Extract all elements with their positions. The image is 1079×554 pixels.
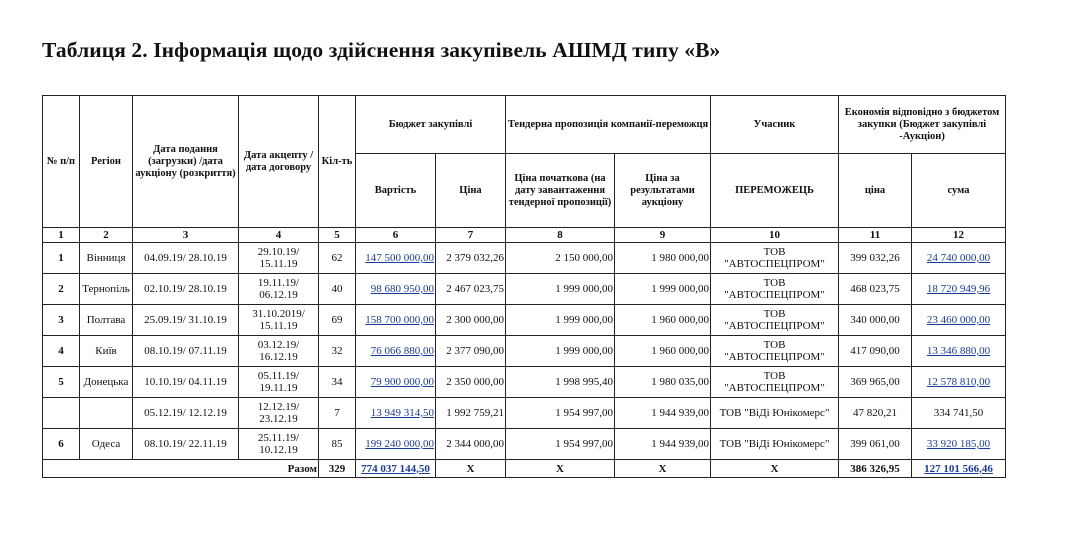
total-initial-price: Х — [506, 460, 615, 478]
header-date-submit: Дата подання (загрузки) /дата аукціону (розкриття) — [133, 96, 239, 228]
cell-cost-link[interactable]: 13 949 314,50 — [370, 407, 434, 419]
cell-cost-link[interactable]: 147 500 000,00 — [365, 252, 434, 264]
cell-cost-link[interactable]: 158 700 000,00 — [365, 314, 434, 326]
cell-date-submit: 08.10.19/ 07.11.19 — [133, 336, 239, 367]
header-qty: Кіл-ть — [319, 96, 356, 228]
total-label: Разом — [43, 460, 319, 478]
cell-price: 2 350 000,00 — [436, 367, 506, 398]
cell-date-accept: 29.10.19/ 15.11.19 — [239, 243, 319, 274]
page-title: Таблиця 2. Інформація щодо здійснення закупівель АШМД типу «В» — [42, 38, 721, 62]
col-number: 3 — [133, 228, 239, 243]
cell-initial-price: 1 999 000,00 — [506, 305, 615, 336]
table-row — [43, 274, 1006, 305]
header-tender: Тендерна пропозиція компанії-переможця — [506, 96, 711, 154]
col-number: 5 — [319, 228, 356, 243]
cell-sav-price: 47 820,21 — [839, 398, 912, 429]
cell-qty: 62 — [319, 243, 356, 274]
cell-initial-price: 1 954 997,00 — [506, 429, 615, 460]
header-region: Регіон — [80, 96, 133, 228]
col-number: 2 — [80, 228, 133, 243]
col-number: 9 — [615, 228, 711, 243]
cell-initial-price: 2 150 000,00 — [506, 243, 615, 274]
cell-sav-sum-link[interactable]: 33 920 185,00 — [926, 438, 991, 450]
col-number: 8 — [506, 228, 615, 243]
cell-qty: 69 — [319, 305, 356, 336]
cell-sav-sum-link[interactable]: 18 720 949,96 — [926, 283, 991, 295]
col-number: 10 — [711, 228, 839, 243]
cell-price: 2 379 032,26 — [436, 243, 506, 274]
cell-region: Одеса — [80, 429, 133, 460]
cell-date-accept: 03.12.19/ 16.12.19 — [239, 336, 319, 367]
table-row — [43, 336, 1006, 367]
cell-cost-link[interactable]: 98 680 950,00 — [370, 283, 434, 295]
header-row-1 — [43, 96, 1006, 154]
cell-auction-price: 1 944 939,00 — [615, 429, 711, 460]
cell-auction-price: 1 960 000,00 — [615, 336, 711, 367]
cell-winner: ТОВ "АВТОСПЕЦПРОМ" — [711, 367, 839, 398]
cell-price: 2 467 023,75 — [436, 274, 506, 305]
procurement-table — [42, 95, 1006, 478]
cell-initial-price: 1 954 997,00 — [506, 398, 615, 429]
cell-no: 6 — [43, 429, 80, 460]
col-number: 11 — [839, 228, 912, 243]
cell-sav-price: 369 965,00 — [839, 367, 912, 398]
cell-sav-price: 399 061,00 — [839, 429, 912, 460]
cell-sav-sum-link[interactable]: 23 460 000,00 — [926, 314, 991, 326]
cell-region: Вінниця — [80, 243, 133, 274]
cell-date-accept: 12.12.19/ 23.12.19 — [239, 398, 319, 429]
cell-winner: ТОВ "ВіДі Юнікомерс" — [711, 429, 839, 460]
cell-sav-price: 468 023,75 — [839, 274, 912, 305]
cell-date-submit: 08.10.19/ 22.11.19 — [133, 429, 239, 460]
cell-sav-sum-link[interactable]: 12 578 810,00 — [926, 376, 991, 388]
cell-region: Тернопіль — [80, 274, 133, 305]
cell-initial-price: 1 998 995,40 — [506, 367, 615, 398]
cell-winner: ТОВ "АВТОСПЕЦПРОМ" — [711, 305, 839, 336]
cell-price: 1 992 759,21 — [436, 398, 506, 429]
total-cost-link[interactable]: 774 037 144,50 — [361, 462, 430, 475]
cell-winner: ТОВ "АВТОСПЕЦПРОМ" — [711, 274, 839, 305]
cell-no: 3 — [43, 305, 80, 336]
total-winner: Х — [711, 460, 839, 478]
cell-date-submit: 25.09.19/ 31.10.19 — [133, 305, 239, 336]
table-row — [43, 243, 1006, 274]
cell-price: 2 300 000,00 — [436, 305, 506, 336]
cell-auction-price: 1 980 000,00 — [615, 243, 711, 274]
table-row — [43, 429, 1006, 460]
cell-winner: ТОВ "ВіДі Юнікомерс" — [711, 398, 839, 429]
cell-sav-sum: 334 741,50 — [912, 398, 1006, 429]
table-row — [43, 367, 1006, 398]
cell-region: Донецька — [80, 367, 133, 398]
col-number: 1 — [43, 228, 80, 243]
column-numbers-row — [43, 228, 1006, 243]
cell-no: 1 — [43, 243, 80, 274]
cell-qty: 34 — [319, 367, 356, 398]
col-number: 12 — [912, 228, 1006, 243]
cell-region: Полтава — [80, 305, 133, 336]
header-date-accept: Дата акцепту / дата договору — [239, 96, 319, 228]
cell-qty: 7 — [319, 398, 356, 429]
cell-price: 2 377 090,00 — [436, 336, 506, 367]
cell-cost-link[interactable]: 76 066 880,00 — [370, 345, 434, 357]
cell-qty: 85 — [319, 429, 356, 460]
cell-qty: 40 — [319, 274, 356, 305]
cell-date-accept: 19.11.19/ 06.12.19 — [239, 274, 319, 305]
header-initial-price: Ціна початкова (на дату завантаження тендерної пропозиції) — [506, 154, 615, 228]
header-sav-sum: сума — [912, 154, 1006, 228]
header-winner: ПЕРЕМОЖЕЦЬ — [711, 154, 839, 228]
total-auction-price: Х — [615, 460, 711, 478]
cell-sav-price: 399 032,26 — [839, 243, 912, 274]
header-auction-price: Ціна за результатами аукціону — [615, 154, 711, 228]
total-row — [43, 460, 1006, 478]
header-participant: Учасник — [711, 96, 839, 154]
cell-auction-price: 1 980 035,00 — [615, 367, 711, 398]
cell-cost-link[interactable]: 199 240 000,00 — [365, 438, 434, 450]
header-no: № п/п — [43, 96, 80, 228]
cell-qty: 32 — [319, 336, 356, 367]
table-row — [43, 305, 1006, 336]
cell-no: 2 — [43, 274, 80, 305]
cell-winner: ТОВ "АВТОСПЕЦПРОМ" — [711, 243, 839, 274]
header-budget: Бюджет закупівлі — [356, 96, 506, 154]
col-number: 7 — [436, 228, 506, 243]
col-number: 4 — [239, 228, 319, 243]
total-price: Х — [436, 460, 506, 478]
cell-initial-price: 1 999 000,00 — [506, 274, 615, 305]
header-sav-price: ціна — [839, 154, 912, 228]
table-row — [43, 398, 1006, 429]
cell-initial-price: 1 999 000,00 — [506, 336, 615, 367]
cell-no — [43, 398, 80, 429]
cell-sav-sum-link[interactable]: 13 346 880,00 — [926, 345, 991, 357]
cell-date-submit: 02.10.19/ 28.10.19 — [133, 274, 239, 305]
cell-auction-price: 1 960 000,00 — [615, 305, 711, 336]
col-number: 6 — [356, 228, 436, 243]
cell-auction-price: 1 999 000,00 — [615, 274, 711, 305]
cell-region: Київ — [80, 336, 133, 367]
cell-no: 4 — [43, 336, 80, 367]
cell-date-accept: 31.10.2019/ 15.11.19 — [239, 305, 319, 336]
header-price: Ціна — [436, 154, 506, 228]
total-sav-sum-link[interactable]: 127 101 566,46 — [924, 462, 993, 475]
total-sav-price: 386 326,95 — [839, 460, 912, 478]
cell-date-submit: 04.09.19/ 28.10.19 — [133, 243, 239, 274]
total-qty: 329 — [319, 460, 356, 478]
cell-region — [80, 398, 133, 429]
cell-no: 5 — [43, 367, 80, 398]
cell-date-submit: 10.10.19/ 04.11.19 — [133, 367, 239, 398]
cell-price: 2 344 000,00 — [436, 429, 506, 460]
header-savings: Економія відповідно з бюджетом закупки (Бюджет закупівлі -Аукціон) — [839, 96, 1006, 154]
cell-date-accept: 25.11.19/ 10.12.19 — [239, 429, 319, 460]
cell-sav-price: 340 000,00 — [839, 305, 912, 336]
cell-cost-link[interactable]: 79 900 000,00 — [370, 376, 434, 388]
cell-date-submit: 05.12.19/ 12.12.19 — [133, 398, 239, 429]
cell-winner: ТОВ "АВТОСПЕЦПРОМ" — [711, 336, 839, 367]
cell-date-accept: 05.11.19/ 19.11.19 — [239, 367, 319, 398]
cell-sav-sum-link[interactable]: 24 740 000,00 — [926, 252, 991, 264]
cell-sav-price: 417 090,00 — [839, 336, 912, 367]
cell-auction-price: 1 944 939,00 — [615, 398, 711, 429]
header-cost: Вартість — [356, 154, 436, 228]
